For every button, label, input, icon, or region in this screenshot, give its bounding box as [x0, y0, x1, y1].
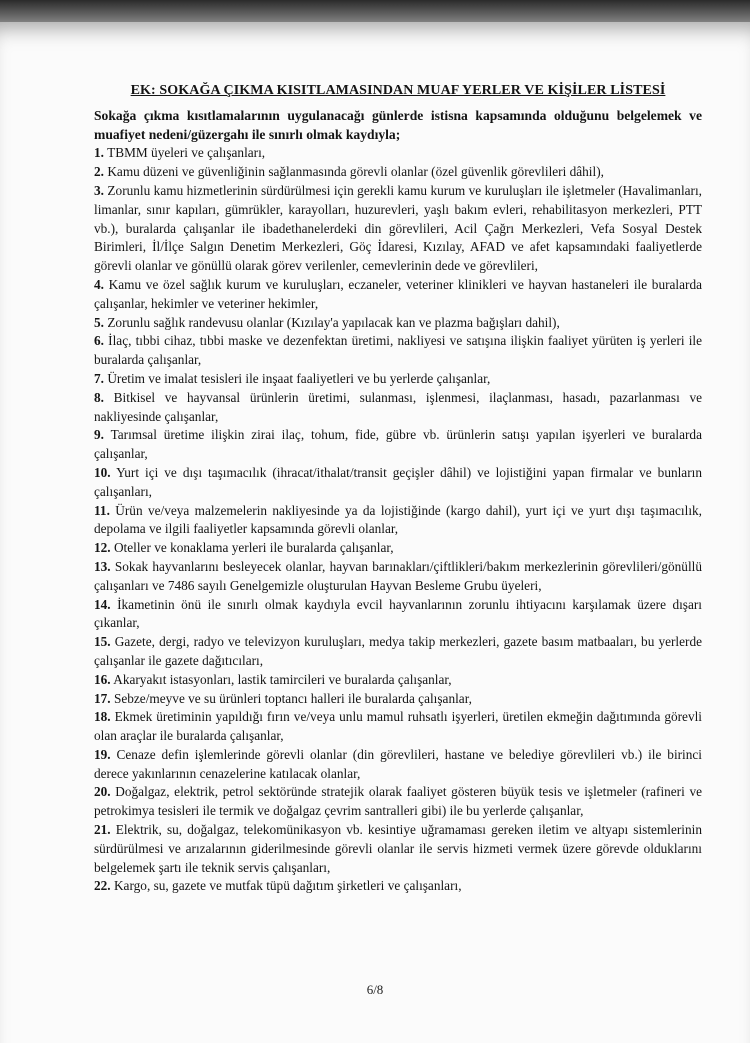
document-page [0, 22, 750, 1043]
document-content [94, 82, 702, 896]
list-item [94, 332, 702, 370]
list-item-number: 13. [94, 558, 111, 574]
list-item-number: 22. [94, 878, 111, 894]
list-item-text: Yurt içi ve dışı taşımacılık (ihracat/ithalat/transit geçişler dâhil) ve lojistiğini yapan firmalar ve bunların çalışanları, [94, 464, 702, 499]
list-item [94, 821, 702, 877]
list-item-text: Kamu düzeni ve güvenliğinin sağlanmasında görevli olanlar (özel güvenlik görevlileri dâhil), [107, 164, 604, 180]
list-item-number: 11. [94, 502, 110, 518]
list-item-text: Üretim ve imalat tesisleri ile inşaat faaliyetleri ve bu yerlerde çalışanlar, [107, 370, 491, 386]
list-item [94, 690, 702, 709]
list-item [94, 539, 702, 558]
list-item [94, 502, 702, 540]
list-item-text: Sokak hayvanlarını besleyecek olanlar, hayvan barınakları/çiftlikleri/bakım merkezlerinin görevlileri/gönüllü çalışanları ve 7486 sayılı Genelgemizle oluşturulan Hayvan Besleme Grubu üyeleri, [94, 558, 702, 593]
list-item-text: Ekmek üretiminin yapıldığı fırın ve/veya unlu mamul ruhsatlı işyerleri, üretilen ekmeğin dağıtımında görevli olan araçlar ile buralarda çalışanlar, [94, 709, 702, 744]
list-item-text: Zorunlu kamu hizmetlerinin sürdürülmesi için gerekli kamu kurum ve kuruluşları ile işletmeler (Havalimanları, limanlar, sınır kapıları, gümrükler, karayolları, huzurevleri, yaşlı bakım evleri, rehabilitasyon merkezleri, PTT vb.), buralarda çalışanlar ile ibadethanelerdeki din görevlileri, Acil Çağrı Merkezleri, Vefa Sosyal Destek Birimleri, İl/İlçe Salgın Denetim Merkezleri, Göç İdaresi, Kızılay, AFAD ve afet kapsamındaki faaliyetlerde görevli olanlar ve gönüllü olarak görev verilenler, cemevlerinin dede ve görevlileri, [94, 182, 702, 274]
exemption-list [94, 144, 702, 896]
list-item [94, 144, 702, 163]
list-item-text: İlaç, tıbbi cihaz, tıbbi maske ve dezenfektan üretimi, nakliyesi ve satışına ilişkin faaliyet yürüten iş yerleri ile buralarda çalışanlar, [94, 333, 702, 368]
list-item-number: 6. [94, 333, 104, 349]
list-item [94, 163, 702, 182]
list-item-number: 4. [94, 276, 104, 292]
list-item-text: İkametinin önü ile sınırlı olmak kaydıyla evcil hayvanlarının zorunlu ihtiyacını karşılamak üzere dışarı çıkanlar, [94, 596, 702, 631]
list-item [94, 464, 702, 502]
list-item-text: Bitkisel ve hayvansal ürünlerin üretimi, sulanması, işlenmesi, ilaçlanması, hasadı, pazarlanması ve nakliyesinde çalışanlar, [94, 389, 702, 424]
list-item-text: Zorunlu sağlık randevusu olanlar (Kızılay'a yapılacak kan ve plazma bağışları dahil), [107, 314, 560, 330]
list-item [94, 596, 702, 634]
list-item-number: 14. [94, 596, 111, 612]
list-item [94, 370, 702, 389]
list-item [94, 877, 702, 896]
document-title: EK: SOKAĞA ÇIKMA KISITLAMASINDAN MUAF YERLER VE KİŞİLER LİSTESİ [130, 83, 666, 98]
list-item [94, 783, 702, 821]
list-item-number: 17. [94, 690, 111, 706]
list-item [94, 671, 702, 690]
list-item-number: 8. [94, 389, 104, 405]
list-item-number: 10. [94, 464, 111, 480]
list-item-text: Gazete, dergi, radyo ve televizyon kuruluşları, medya takip merkezleri, gazete basım matbaaları, bu yerlerde çalışanlar ile gazete dağıtıcıları, [94, 634, 702, 668]
list-item-text: Oteller ve konaklama yerleri ile buralarda çalışanlar, [113, 540, 394, 556]
list-item-number: 19. [94, 746, 111, 762]
list-item [94, 389, 702, 427]
list-item-text: Ürün ve/veya malzemelerin nakliyesinde ya da lojistiğinde (kargo dahil), yurt içi ve yurt dışı taşımacılık, depolama ve ilgili faaliyetler kapsamında görevli olanlar, [94, 502, 702, 537]
list-item [94, 746, 702, 784]
list-item-number: 21. [94, 822, 111, 838]
list-item-text: Kargo, su, gazete ve mutfak tüpü dağıtım şirketleri ve çalışanları, [113, 878, 462, 894]
list-item-text: Kamu ve özel sağlık kurum ve kuruluşları, eczaneler, veteriner klinikleri ve hayvan hastaneleri ile buralarda çalışanlar, hekimler ve veteriner hekimler, [94, 276, 702, 311]
list-item-text: Cenaze defin işlemlerinde görevli olanlar (din görevlileri, hastane ve belediye görevlileri vb.) ile birinci derece yakınlarının cenazelerine katılacak olanlar, [94, 746, 703, 781]
list-item-number: 12. [94, 540, 111, 556]
list-item [94, 558, 702, 596]
list-item-number: 5. [94, 314, 104, 330]
list-item [94, 633, 702, 671]
list-item-number: 15. [94, 634, 111, 650]
list-item-number: 9. [94, 427, 104, 443]
list-item-number: 1. [94, 145, 104, 161]
intro-paragraph: Sokağa çıkma kısıtlamalarının uygulanacağı günlerde istisna kapsamında olduğunu belgelemek ve muafiyet nedeni/güzergahı ile sınırlı olmak kaydıyla; [94, 107, 702, 142]
list-item [94, 276, 702, 314]
list-item-text: Elektrik, su, doğalgaz, telekomünikasyon vb. kesintiye uğramaması gereken iletim ve altyapı sistemlerinin sürdürülmesi ve arızalarının giderilmesinde görevli olanlar ile servis hizmeti vermek üzere görevde olduklarını belgelemek şartı ile teknik servis çalışanları, [94, 822, 702, 875]
list-item-text: Akaryakıt istasyonları, lastik tamircileri ve buralarda çalışanlar, [113, 671, 452, 687]
page-number: 6/8 [366, 982, 384, 997]
list-item-text: Sebze/meyve ve su ürünleri toptancı halleri ile buralarda çalışanlar, [113, 690, 472, 706]
list-item [94, 182, 702, 276]
list-item [94, 708, 702, 746]
list-item-number: 2. [94, 164, 104, 180]
list-item-number: 18. [94, 709, 111, 725]
list-item [94, 314, 702, 333]
list-item-number: 7. [94, 370, 104, 386]
list-item-text: TBMM üyeleri ve çalışanları, [107, 145, 266, 161]
list-item-number: 20. [94, 784, 111, 800]
list-item-number: 16. [94, 671, 111, 687]
list-item [94, 426, 702, 464]
list-item-text: Doğalgaz, elektrik, petrol sektöründe stratejik olarak faaliyet gösteren büyük tesis ve işletmeler (rafineri ve petrokimya tesisleri ile termik ve doğalgaz çevrim santralleri gibi) ile bu yerlerde çalışanlar, [94, 784, 702, 819]
list-item-text: Tarımsal üretime ilişkin zirai ilaç, tohum, fide, gübre vb. ürünlerin satışı yapılan işyerleri ve buralarda çalışanlar, [94, 427, 702, 462]
list-item-number: 3. [94, 182, 104, 198]
